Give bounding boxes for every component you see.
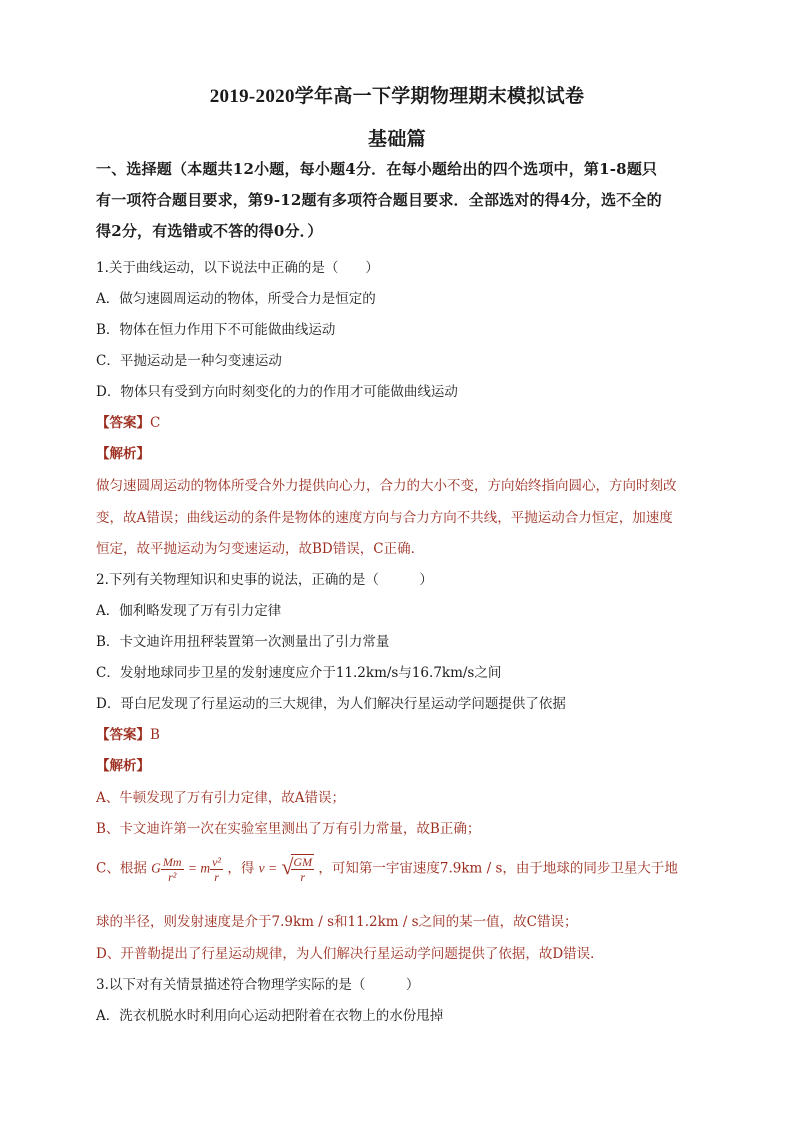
question-2-analysis-c-cont: 球的半径，则发射速度是介于7.9km / s和11.2km / s之间的某一值，故C错误； (96, 914, 578, 930)
fraction-mm-r2 (161, 855, 184, 884)
question-2-option-c: C．发射地球同步卫星的发射速度应介于11.2km/s与16.7km/s之间 (96, 665, 502, 681)
numerator: GM (293, 855, 313, 869)
question-3-option-a: A．洗衣机脱水时利用向心运动把附着在衣物上的水份甩掉 (96, 1008, 444, 1024)
question-1-analysis-tag (96, 442, 150, 462)
question-2-analysis-d: D、开普勒提出了行星运动规律，为人们解决行星运动学问题提供了依据，故D错误． (96, 946, 604, 962)
fraction-gm-r (291, 855, 314, 884)
question-3-stem: 3.以下对有关情景描述符合物理学实际的是（ ） (96, 977, 420, 993)
question-1-stem: 1.关于曲线运动，以下说法中正确的是（ ） (96, 260, 379, 276)
answer-tag: 【答案】 (96, 727, 150, 743)
page-title: 2019-2020学年高一下学期物理期末模拟试卷 (209, 86, 585, 107)
question-2-analysis-b: B、卡文迪许第一次在实验室里测出了万有引力常量，故B正确； (96, 821, 481, 837)
question-2-analysis-c (96, 854, 678, 884)
denominator: r (300, 870, 306, 884)
question-1-option-d: D．物体只有受到方向时刻变化的力的作用才可能做曲线运动 (96, 384, 458, 400)
answer-value: B (150, 727, 160, 743)
question-2-option-a: A．伽利略发现了万有引力定律 (96, 603, 282, 619)
question-2-analysis-tag (96, 754, 150, 774)
question-1-option-a: A．做匀速圆周运动的物体，所受合力是恒定的 (96, 291, 376, 307)
section-heading-line: 得2分，有选错或不答的得0分．） (96, 222, 323, 240)
denominator: r (214, 869, 219, 884)
fraction-v2-r (210, 855, 223, 884)
question-2-option-d: D．哥白尼发现了行星运动的三大规律，为人们解决行星运动学问题提供了依据 (96, 696, 566, 712)
sqrt-sign-icon: √ (281, 854, 294, 879)
formula-equals-m: = m (187, 860, 211, 876)
question-1-analysis-line: 做匀速圆周运动的物体所受合外力提供向心力，合力的大小不变，方向始终指向圆心，方向时刻改 (96, 478, 677, 494)
question-1-analysis-line: 恒定，故平抛运动为匀变速运动，故BD错误，C正确． (96, 541, 425, 557)
numerator: Mm (162, 854, 182, 869)
question-2-answer (96, 723, 160, 743)
numerator: v² (212, 854, 222, 869)
section-heading (96, 154, 706, 247)
question-1-option-c: C．平抛运动是一种匀变速运动 (96, 353, 282, 369)
analysis-text: ，可知第一宇宙速度7.9km / s，由于地球的同步卫星大于地 (318, 860, 678, 877)
page-subtitle: 基础篇 (368, 129, 426, 150)
section-heading-line: 有一项符合题目要求，第9-12题有多项符合题目要求．全部选对的得4分，选不全的 (96, 191, 662, 209)
question-1-answer (96, 411, 160, 431)
analysis-tag: 【解析】 (96, 446, 150, 462)
section-heading-line: 一、选择题（本题共12小题，每小题4分．在每小题给出的四个选项中，第1-8题只 (96, 160, 658, 178)
denominator: r² (168, 869, 177, 884)
question-1-option-b: B．物体在恒力作用下不可能做曲线运动 (96, 322, 336, 338)
analysis-text: ，得 (227, 860, 255, 877)
formula-g: G (151, 860, 161, 876)
analysis-text: C、根据 (96, 860, 147, 877)
question-1-analysis-line: 变，故A错误；曲线运动的条件是物体的速度方向与合力方向不共线，平抛运动合力恒定，加速度 (96, 510, 673, 526)
formula-v: v = (258, 860, 278, 876)
question-2-analysis-a: A、牛顿发现了万有引力定律，故A错误； (96, 790, 345, 806)
answer-tag: 【答案】 (96, 415, 150, 431)
question-2-option-b: B．卡文迪许用扭秤装置第一次测量出了引力常量 (96, 634, 390, 650)
answer-value: C (150, 415, 161, 431)
sqrt-formula (281, 854, 314, 884)
analysis-tag: 【解析】 (96, 758, 150, 774)
question-2-stem: 2.下列有关物理知识和史事的说法，正确的是（ ） (96, 572, 433, 588)
